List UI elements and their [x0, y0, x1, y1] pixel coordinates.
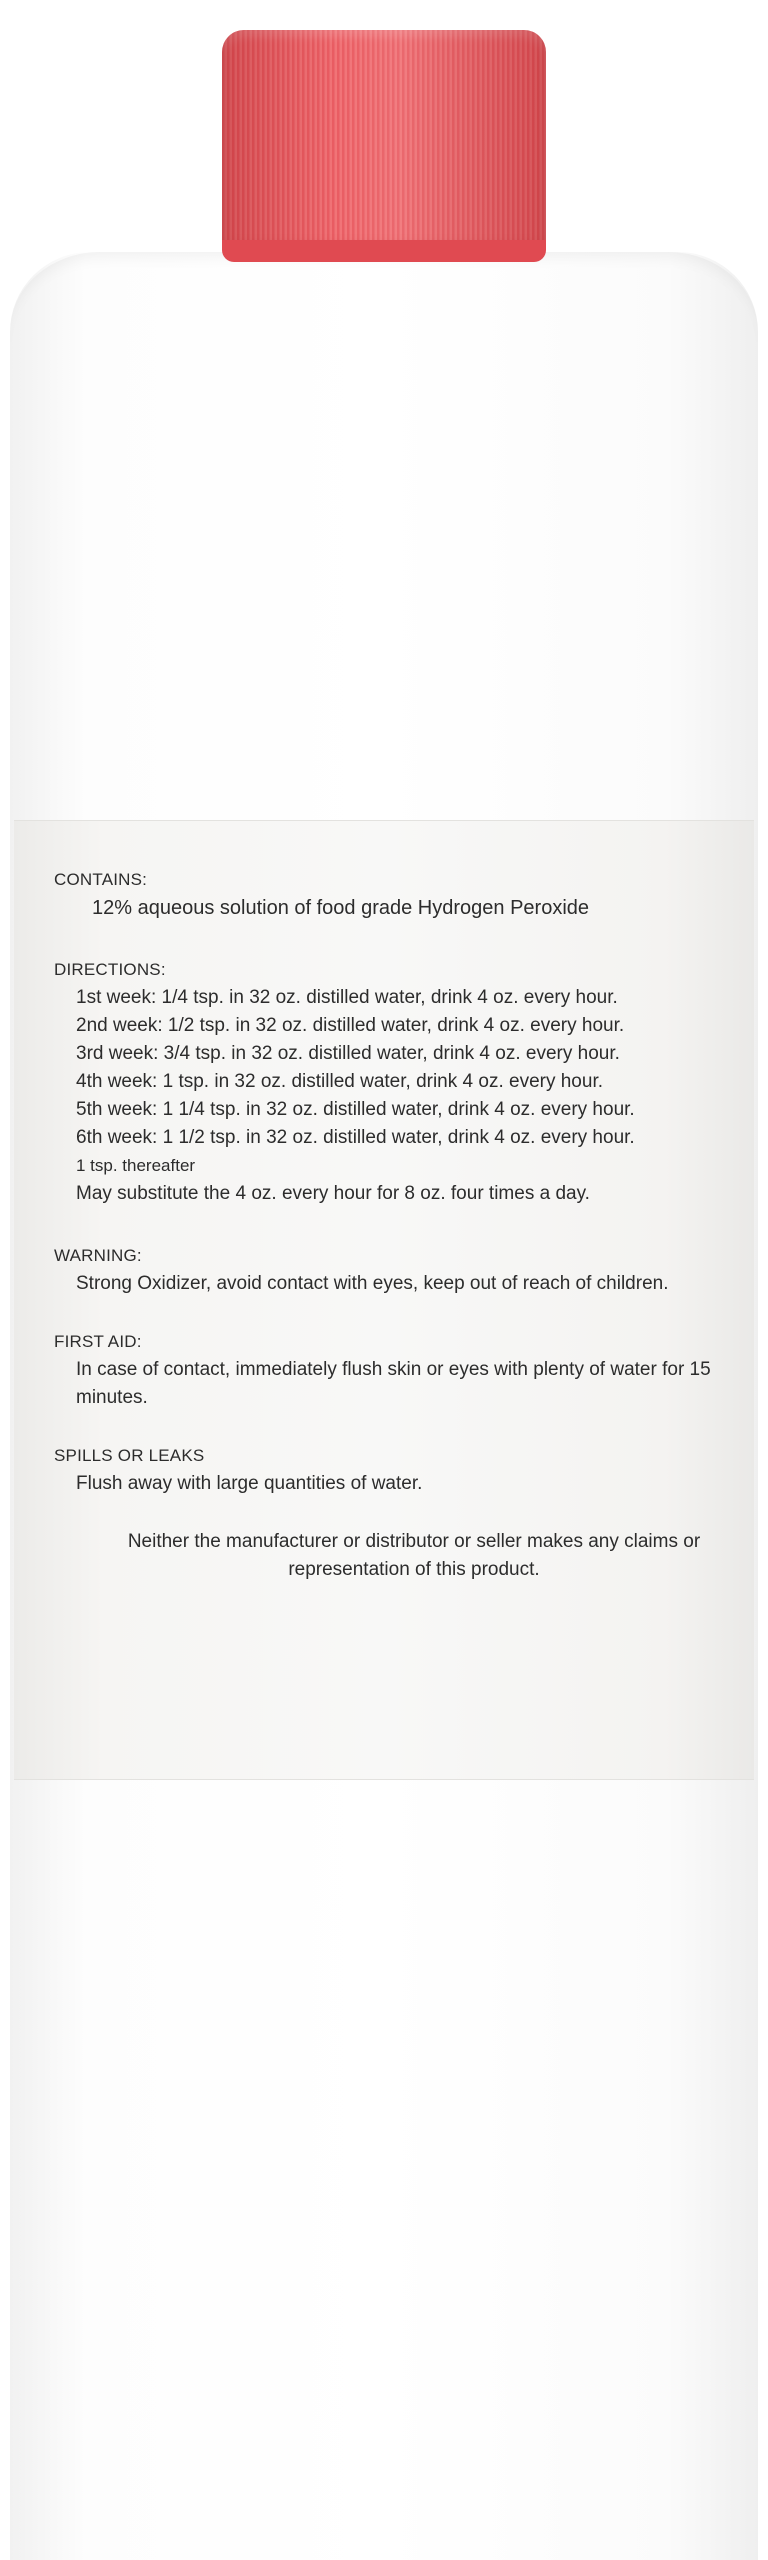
bottle-shoulder: [10, 252, 758, 342]
back-label: [14, 820, 754, 1780]
first-aid-section: [54, 1328, 734, 1412]
direction-line: 6th week: 1 1/2 tsp. in 32 oz. distilled water, drink 4 oz. every hour.: [76, 1127, 635, 1148]
directions-section: [54, 956, 734, 1208]
disclaimer: Neither the manufacturer or distributor or seller makes any claims or representation of this product.: [127, 1531, 701, 1580]
first-aid-heading: FIRST AID:: [54, 1332, 142, 1351]
warning-section: [54, 1242, 734, 1298]
contains-section: [54, 866, 734, 922]
bottle-cap: [222, 30, 546, 255]
warning-heading: WARNING:: [54, 1246, 142, 1265]
spills-heading: SPILLS OR LEAKS: [54, 1446, 205, 1465]
direction-line: May substitute the 4 oz. every hour for 8 oz. four times a day.: [76, 1183, 590, 1204]
spills-text: Flush away with large quantities of water.: [76, 1473, 423, 1494]
spills-section: [54, 1442, 734, 1498]
cap-ring: [222, 240, 546, 262]
label-text: [54, 866, 734, 1603]
first-aid-text: In case of contact, immediately flush skin or eyes with plenty of water for 15 minutes.: [76, 1359, 711, 1408]
contains-heading: CONTAINS:: [54, 870, 148, 889]
direction-line: 3rd week: 3/4 tsp. in 32 oz. distilled water, drink 4 oz. every hour.: [76, 1043, 620, 1064]
direction-line: 1st week: 1/4 tsp. in 32 oz. distilled water, drink 4 oz. every hour.: [76, 987, 618, 1008]
direction-line: 5th week: 1 1/4 tsp. in 32 oz. distilled water, drink 4 oz. every hour.: [76, 1099, 635, 1120]
warning-text: Strong Oxidizer, avoid contact with eyes, keep out of reach of children.: [76, 1273, 669, 1294]
contains-text: 12% aqueous solution of food grade Hydrogen Peroxide: [92, 897, 590, 919]
direction-line: 4th week: 1 tsp. in 32 oz. distilled water, drink 4 oz. every hour.: [76, 1071, 603, 1092]
direction-line: 1 tsp. thereafter: [76, 1156, 196, 1175]
direction-line: 2nd week: 1/2 tsp. in 32 oz. distilled water, drink 4 oz. every hour.: [76, 1015, 625, 1036]
cap-shading: [222, 30, 546, 255]
directions-heading: DIRECTIONS:: [54, 960, 166, 979]
